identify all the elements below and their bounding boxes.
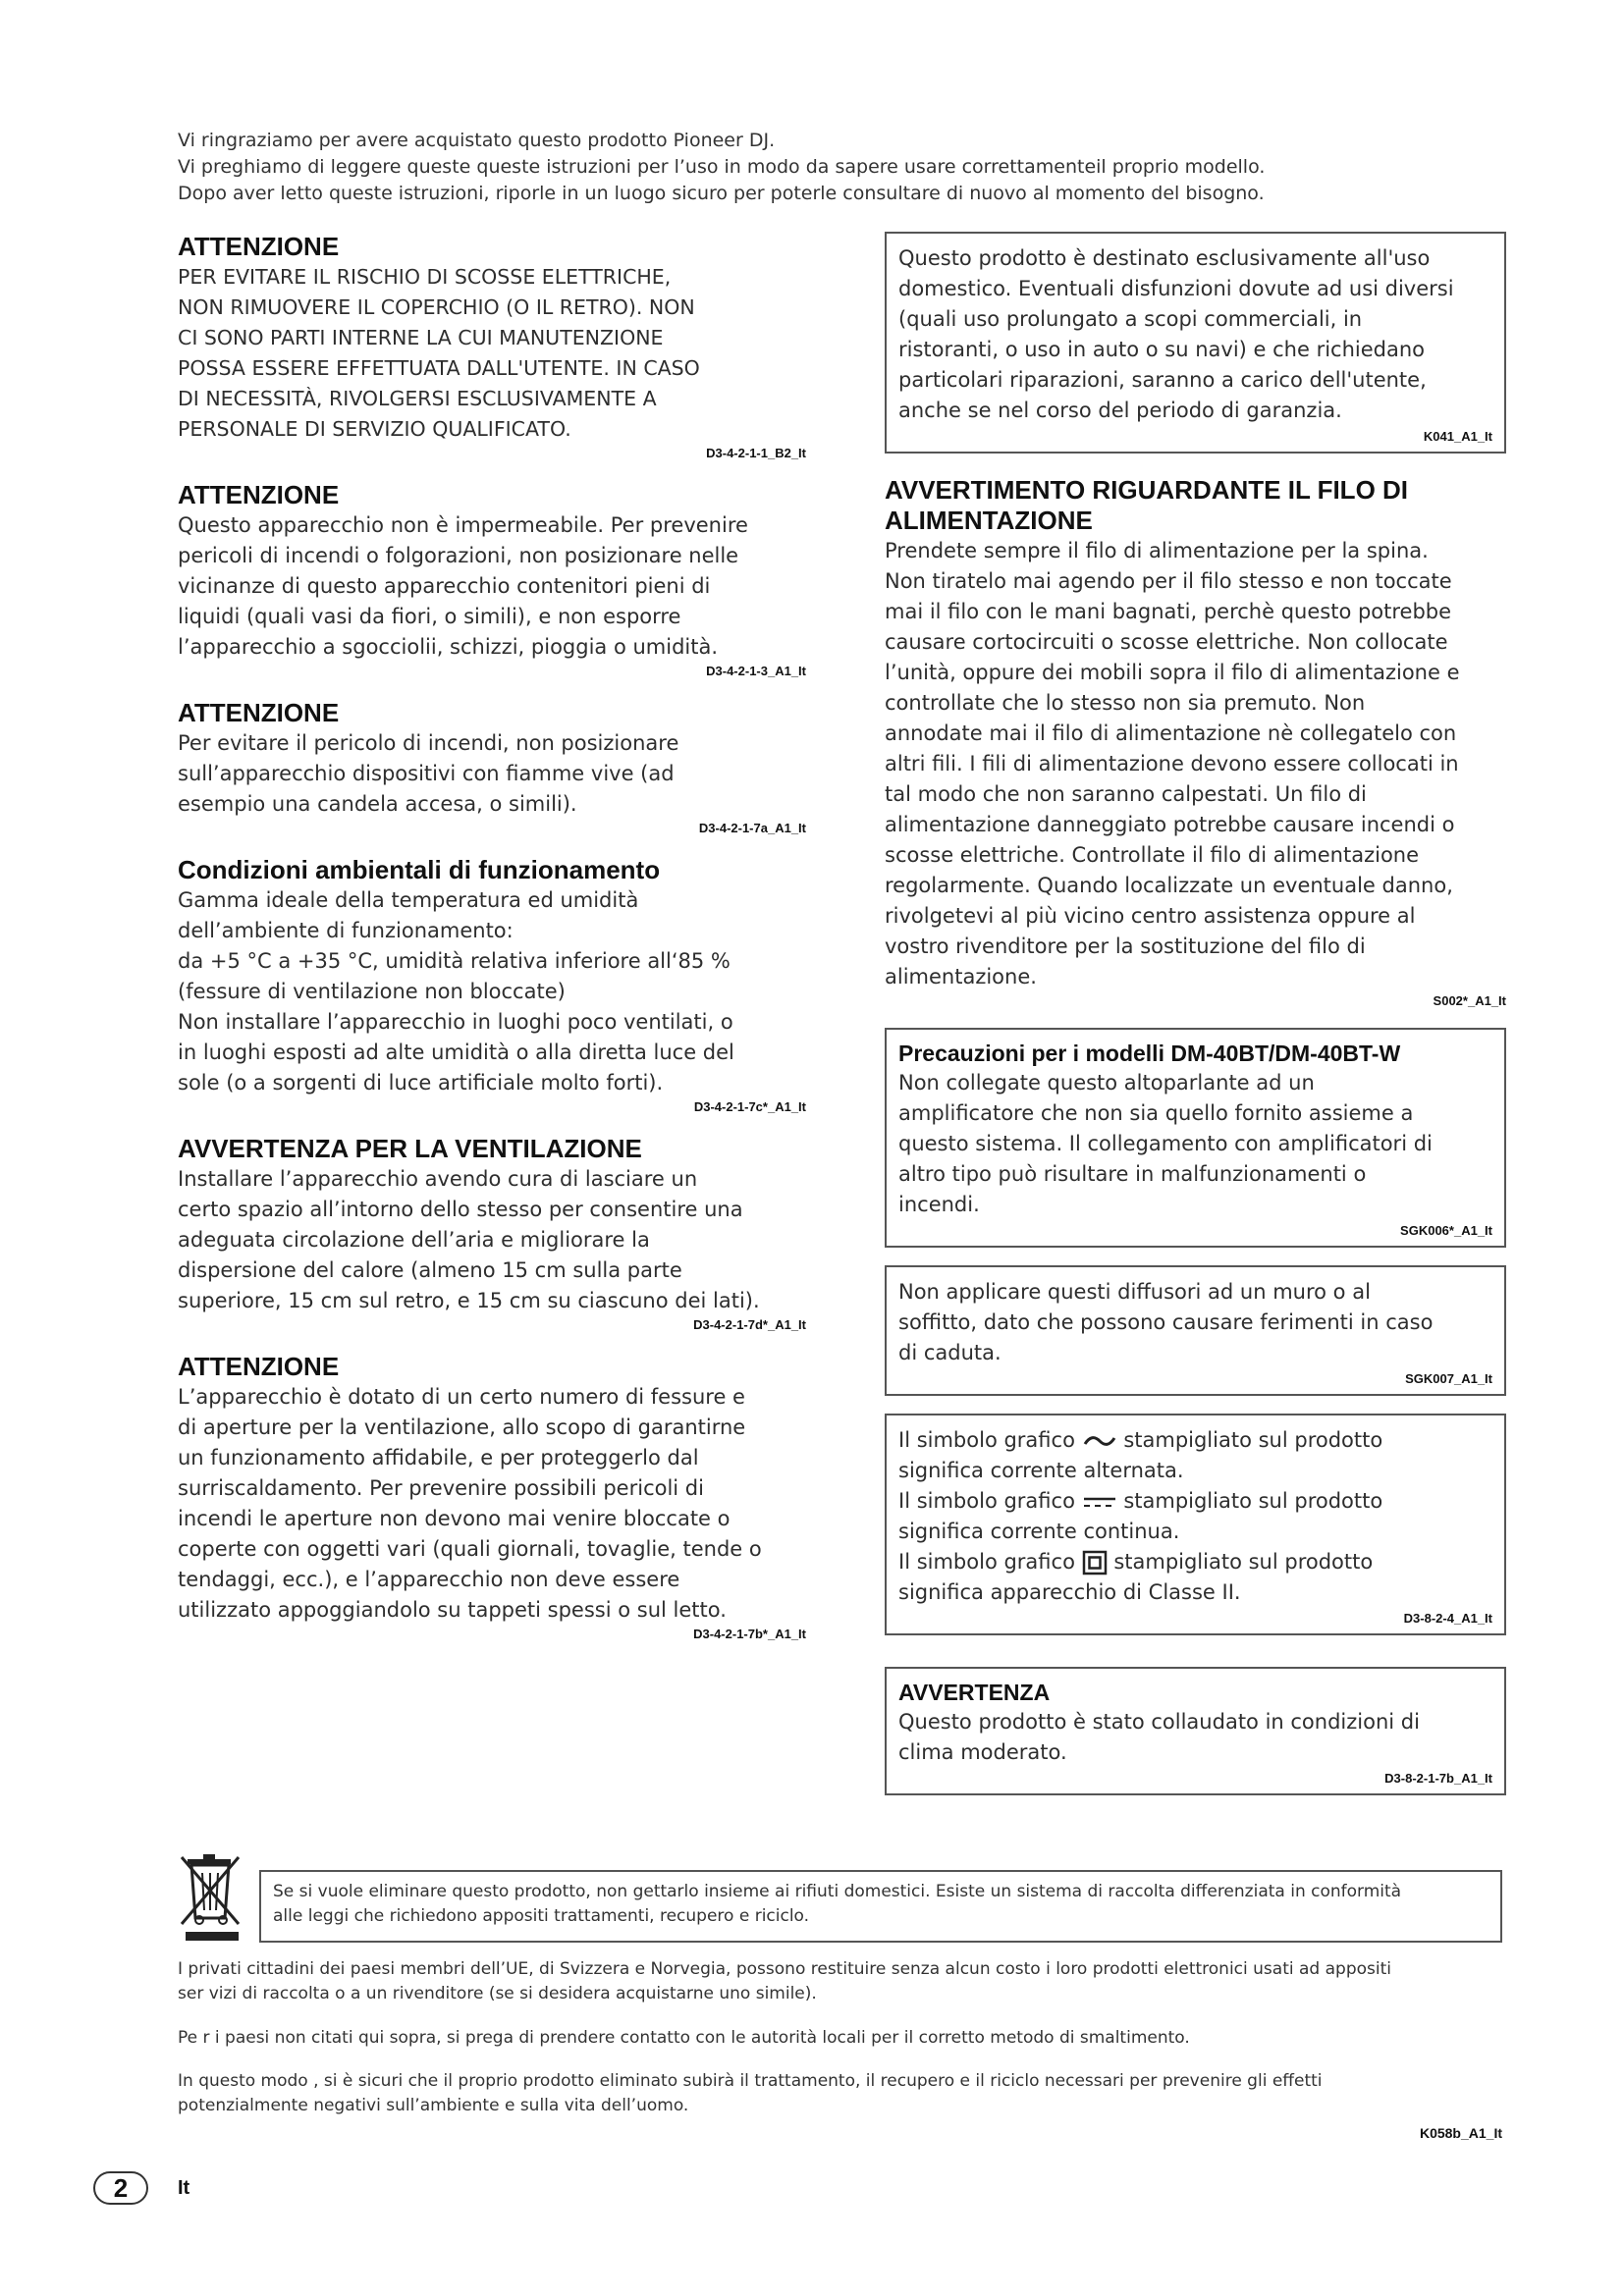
text-line: I privati cittadini dei paesi membri dell’UE, di Svizzera e Norvegia, possono restituire senza alcun costo i loro prodotti elettronici usati ad appositi <box>178 1959 1391 1979</box>
text-line: di caduta. <box>898 1341 1001 1364</box>
text-line: alle leggi che richiedono appositi trattamenti, recupero e riciclo. <box>273 1906 810 1926</box>
text-line: l’apparecchio a sgocciolii, schizzi, pioggia o umidità. <box>178 635 719 659</box>
box-body <box>898 1277 1492 1368</box>
section-heading: Condizioni ambientali di funzionamento <box>178 855 661 884</box>
text-line: rivolgetevi al più vicino centro assistenza oppure al <box>885 904 1416 928</box>
page-number: 2 <box>93 2171 148 2205</box>
text-line: particolari riparazioni, saranno a carico dell'utente, <box>898 368 1427 392</box>
text-line: amplificatore che non sia quello fornito assieme a <box>898 1101 1414 1125</box>
reference-code: D3-4-2-1-7d*_A1_It <box>693 1317 806 1332</box>
reference-code: K058b_A1_It <box>1419 2125 1502 2141</box>
text-line: di aperture per la ventilazione, allo scopo di garantirne <box>178 1415 746 1439</box>
disposal-paragraph <box>178 2069 1503 2118</box>
symbols-box <box>885 1414 1506 1635</box>
heading-line: AVVERTIMENTO RIGUARDANTE IL FILO DI <box>885 475 1409 505</box>
text-line <box>898 1547 1492 1577</box>
text-line: (quali uso prolungato a scopi commerciali, in <box>898 307 1363 331</box>
text-line: questo sistema. Il collegamento con amplificatori di <box>898 1132 1433 1155</box>
text-line: in luoghi esposti ad alte umidità o alla diretta luce del <box>178 1041 734 1064</box>
climate-warning-box <box>885 1667 1506 1795</box>
section-body <box>178 1382 806 1626</box>
text-line: altri fili. I fili di alimentazione devono essere collocati in <box>885 752 1459 775</box>
ac-symbol-icon <box>1082 1431 1117 1451</box>
text-line: alimentazione danneggiato potrebbe causare incendi o <box>885 813 1455 836</box>
text-line: Non applicare questi diffusori ad un muro o al <box>898 1280 1371 1304</box>
text-line: PER EVITARE IL RISCHIO DI SCOSSE ELETTRICHE, <box>178 265 672 289</box>
text-line: Se si vuole eliminare questo prodotto, non gettarlo insieme ai rifiuti domestici. Esiste un sistema di raccolta differenziata in conformità <box>273 1882 1402 1901</box>
text-line: dispersione del calore (almeno 15 cm sulla parte <box>178 1258 682 1282</box>
section-heading: ATTENZIONE <box>178 1352 340 1381</box>
text-line: Non collegate questo altoparlante ad un <box>898 1071 1315 1095</box>
box-body <box>898 1068 1492 1220</box>
dc-symbol-icon <box>1082 1492 1117 1512</box>
text-line: esempio una candela accesa, o simili). <box>178 792 577 816</box>
text-line: (fessure di ventilazione non bloccate) <box>178 980 566 1003</box>
text-line: vostro rivenditore per la sostituzione del filo di <box>885 934 1366 958</box>
left-column <box>178 232 806 1661</box>
text-line: clima moderato. <box>898 1740 1067 1764</box>
text-line: l’unità, oppure dei mobili sopra il filo di alimentazione e <box>885 661 1460 684</box>
reference-code: D3-4-2-1-7a_A1_It <box>698 821 806 835</box>
text-line: PERSONALE DI SERVIZIO QUALIFICATO. <box>178 417 571 441</box>
text-line: da +5 °C a +35 °C, umidità relativa inferiore all‘85 % <box>178 949 731 973</box>
text-line: Non installare l’apparecchio in luoghi poco ventilati, o <box>178 1010 733 1034</box>
text-line: regolarmente. Quando localizzate un eventuale danno, <box>885 874 1453 897</box>
text-line: potenzialmente negativi sull’ambiente e sulla vita dell’uomo. <box>178 2096 689 2115</box>
text-line: certo spazio all’intorno dello stesso per consentire una <box>178 1198 743 1221</box>
reference-code: SGK006*_A1_It <box>1400 1223 1492 1238</box>
text-line: L’apparecchio è dotato di un certo numero di fessure e <box>178 1385 745 1409</box>
text-line: Installare l’apparecchio avendo cura di lasciare un <box>178 1167 698 1191</box>
wall-mount-box <box>885 1265 1506 1396</box>
text-fragment: stampigliato sul prodotto <box>1123 1428 1383 1452</box>
text-line: significa apparecchio di Classe II. <box>898 1580 1241 1604</box>
reference-code: S002*_A1_It <box>1433 993 1506 1008</box>
text-line: annodate mai il filo di alimentazione nè collegatelo con <box>885 721 1457 745</box>
box-heading: AVVERTENZA <box>898 1680 1051 1705</box>
text-line: sole (o a sorgenti di luce artificiale molto forti). <box>178 1071 664 1095</box>
box-body <box>898 1425 1492 1608</box>
text-line: tal modo che non saranno calpestati. Un filo di <box>885 782 1367 806</box>
text-fragment: stampigliato sul prodotto <box>1113 1550 1374 1574</box>
text-line: anche se nel corso del periodo di garanzia. <box>898 399 1342 422</box>
text-line: scosse elettriche. Controllate il filo di alimentazione <box>885 843 1420 867</box>
text-line: controllate che lo stesso non sia premuto. Non <box>885 691 1366 715</box>
domestic-use-box <box>885 232 1506 454</box>
intro-line: Dopo aver letto queste istruzioni, riporle in un luogo sicuro per poterle consultare di nuovo al momento del bisogno. <box>178 183 1265 204</box>
section-heading: ATTENZIONE <box>178 232 340 261</box>
text-line: pericoli di incendi o folgorazioni, non posizionare nelle <box>178 544 739 567</box>
text-line: ser vizi di raccolta o a un rivenditore (se si desidera acquistarne uno simile). <box>178 1984 817 2003</box>
text-line <box>898 1425 1492 1456</box>
warning-electric-shock <box>178 232 806 462</box>
text-line: causare cortocircuiti o scosse elettriche. Non collocate <box>885 630 1448 654</box>
text-line: Per evitare il pericolo di incendi, non posizionare <box>178 731 679 755</box>
text-line: sull’apparecchio dispositivi con fiamme vive (ad <box>178 762 675 785</box>
model-precautions-box <box>885 1028 1506 1248</box>
text-line: significa corrente alternata. <box>898 1459 1184 1482</box>
section-heading: ATTENZIONE <box>178 698 340 727</box>
warning-flame <box>178 698 806 837</box>
box-heading: Precauzioni per i modelli DM-40BT/DM-40BT-W <box>898 1041 1401 1066</box>
text-line: Prendete sempre il filo di alimentazione per la spina. <box>885 539 1429 562</box>
text-line: superiore, 15 cm sul retro, e 15 cm su ciascuno dei lati). <box>178 1289 760 1312</box>
page-language: It <box>178 2177 190 2199</box>
text-line: alimentazione. <box>885 965 1037 988</box>
text-line: Gamma ideale della temperatura ed umidità <box>178 888 639 912</box>
section-body <box>178 510 806 663</box>
reference-code: K041_A1_It <box>1423 429 1492 444</box>
text-line: domestico. Eventuali disfunzioni dovute ad usi diversi <box>898 277 1454 300</box>
section-body <box>178 885 806 1098</box>
text-line: In questo modo , si è sicuri che il proprio prodotto eliminato subirà il trattamento, il recupero e il riciclo necessari per prevenire gli effetti <box>178 2071 1323 2091</box>
text-line: liquidi (quali vasi da fiori, o simili), e non esporre <box>178 605 681 628</box>
text-line: NON RIMUOVERE IL COPERCHIO (O IL RETRO). NON <box>178 295 695 319</box>
text-line: incendi. <box>898 1193 980 1216</box>
text-line: adeguata circolazione dell’aria e migliorare la <box>178 1228 650 1252</box>
intro <box>178 128 1484 207</box>
text-line <box>898 1486 1492 1517</box>
reference-code: D3-4-2-1-7b*_A1_It <box>693 1627 806 1641</box>
power-cord-warning <box>885 475 1506 1010</box>
intro-line: Vi ringraziamo per avere acquistato questo prodotto Pioneer DJ. <box>178 130 776 151</box>
section-heading: AVVERTENZA PER LA VENTILAZIONE <box>178 1134 642 1163</box>
heading-line: ALIMENTAZIONE <box>885 506 1093 535</box>
reference-code: D3-4-2-1-1_B2_It <box>706 446 806 460</box>
text-line: tendaggi, ecc.), e l’apparecchio non deve essere <box>178 1568 680 1591</box>
text-fragment: Il simbolo grafico <box>898 1428 1075 1452</box>
intro-line: Vi preghiamo di leggere queste queste istruzioni per l’uso in modo da sapere usare correttamenteil proprio modello. <box>178 156 1266 178</box>
section-heading <box>885 475 1506 536</box>
text-line: altro tipo può risultare in malfunzionamenti o <box>898 1162 1367 1186</box>
section-body <box>178 1164 806 1316</box>
warning-ventilation-openings <box>178 1352 806 1643</box>
right-column <box>885 232 1506 1813</box>
text-line: dell’ambiente di funzionamento: <box>178 919 514 942</box>
reference-code: D3-4-2-1-3_A1_It <box>706 664 806 678</box>
text-line: un funzionamento affidabile, e per proteggerlo dal <box>178 1446 699 1469</box>
operating-conditions <box>178 855 806 1116</box>
disposal-box <box>259 1870 1502 1943</box>
ventilation-warning <box>178 1134 806 1334</box>
section-heading: ATTENZIONE <box>178 480 340 509</box>
text-line: incendi le aperture non devono mai venire bloccate o <box>178 1507 731 1530</box>
text-line: DI NECESSITÀ, RIVOLGERSI ESCLUSIVAMENTE A <box>178 387 657 410</box>
text-line: surriscaldamento. Per prevenire possibili pericoli di <box>178 1476 704 1500</box>
text-fragment: stampigliato sul prodotto <box>1123 1489 1383 1513</box>
text-line: coperte con oggetti vari (quali giornali, tovaglie, tende o <box>178 1537 762 1561</box>
text-line: soffitto, dato che possono causare ferimenti in caso <box>898 1310 1434 1334</box>
text-line: Questo prodotto è destinato esclusivamente all'uso <box>898 246 1431 270</box>
section-body <box>178 728 806 820</box>
text-fragment: Il simbolo grafico <box>898 1550 1075 1574</box>
text-line: Pe r i paesi non citati qui sopra, si prega di prendere contatto con le autorità locali per il corretto metodo di smaltimento. <box>178 2028 1190 2048</box>
disposal-paragraph <box>178 2026 1503 2051</box>
reference-code: SGK007_A1_It <box>1405 1371 1492 1386</box>
reference-code: D3-8-2-1-7b_A1_It <box>1384 1771 1492 1786</box>
text-line: POSSA ESSERE EFFETTUATA DALL'UTENTE. IN CASO <box>178 356 700 380</box>
warning-water <box>178 480 806 680</box>
text-line: Questo prodotto è stato collaudato in condizioni di <box>898 1710 1420 1734</box>
section-body <box>885 536 1506 992</box>
text-fragment: Il simbolo grafico <box>898 1489 1075 1513</box>
text-line: vicinanze di questo apparecchio contenitori pieni di <box>178 574 711 598</box>
section-body <box>178 262 806 445</box>
disposal-paragraph <box>178 1957 1503 2006</box>
text-line: ristoranti, o uso in auto o su navi) e che richiedano <box>898 338 1426 361</box>
box-body <box>898 243 1492 426</box>
reference-code: D3-8-2-4_A1_It <box>1403 1611 1492 1626</box>
weee-crossed-bin-icon <box>178 1853 246 1942</box>
class-ii-symbol-icon <box>1082 1550 1108 1575</box>
text-line: utilizzato appoggiandolo su tappeti spessi o sul letto. <box>178 1598 727 1622</box>
text-line: Non tiratelo mai agendo per il filo stesso e non toccate <box>885 569 1452 593</box>
text-line: Questo apparecchio non è impermeabile. Per prevenire <box>178 513 748 537</box>
box-body <box>898 1707 1492 1768</box>
text-line: significa corrente continua. <box>898 1520 1180 1543</box>
text-line: CI SONO PARTI INTERNE LA CUI MANUTENZIONE <box>178 326 664 349</box>
reference-code: D3-4-2-1-7c*_A1_It <box>693 1099 806 1114</box>
text-line: mai il filo con le mani bagnati, perchè questo potrebbe <box>885 600 1452 623</box>
